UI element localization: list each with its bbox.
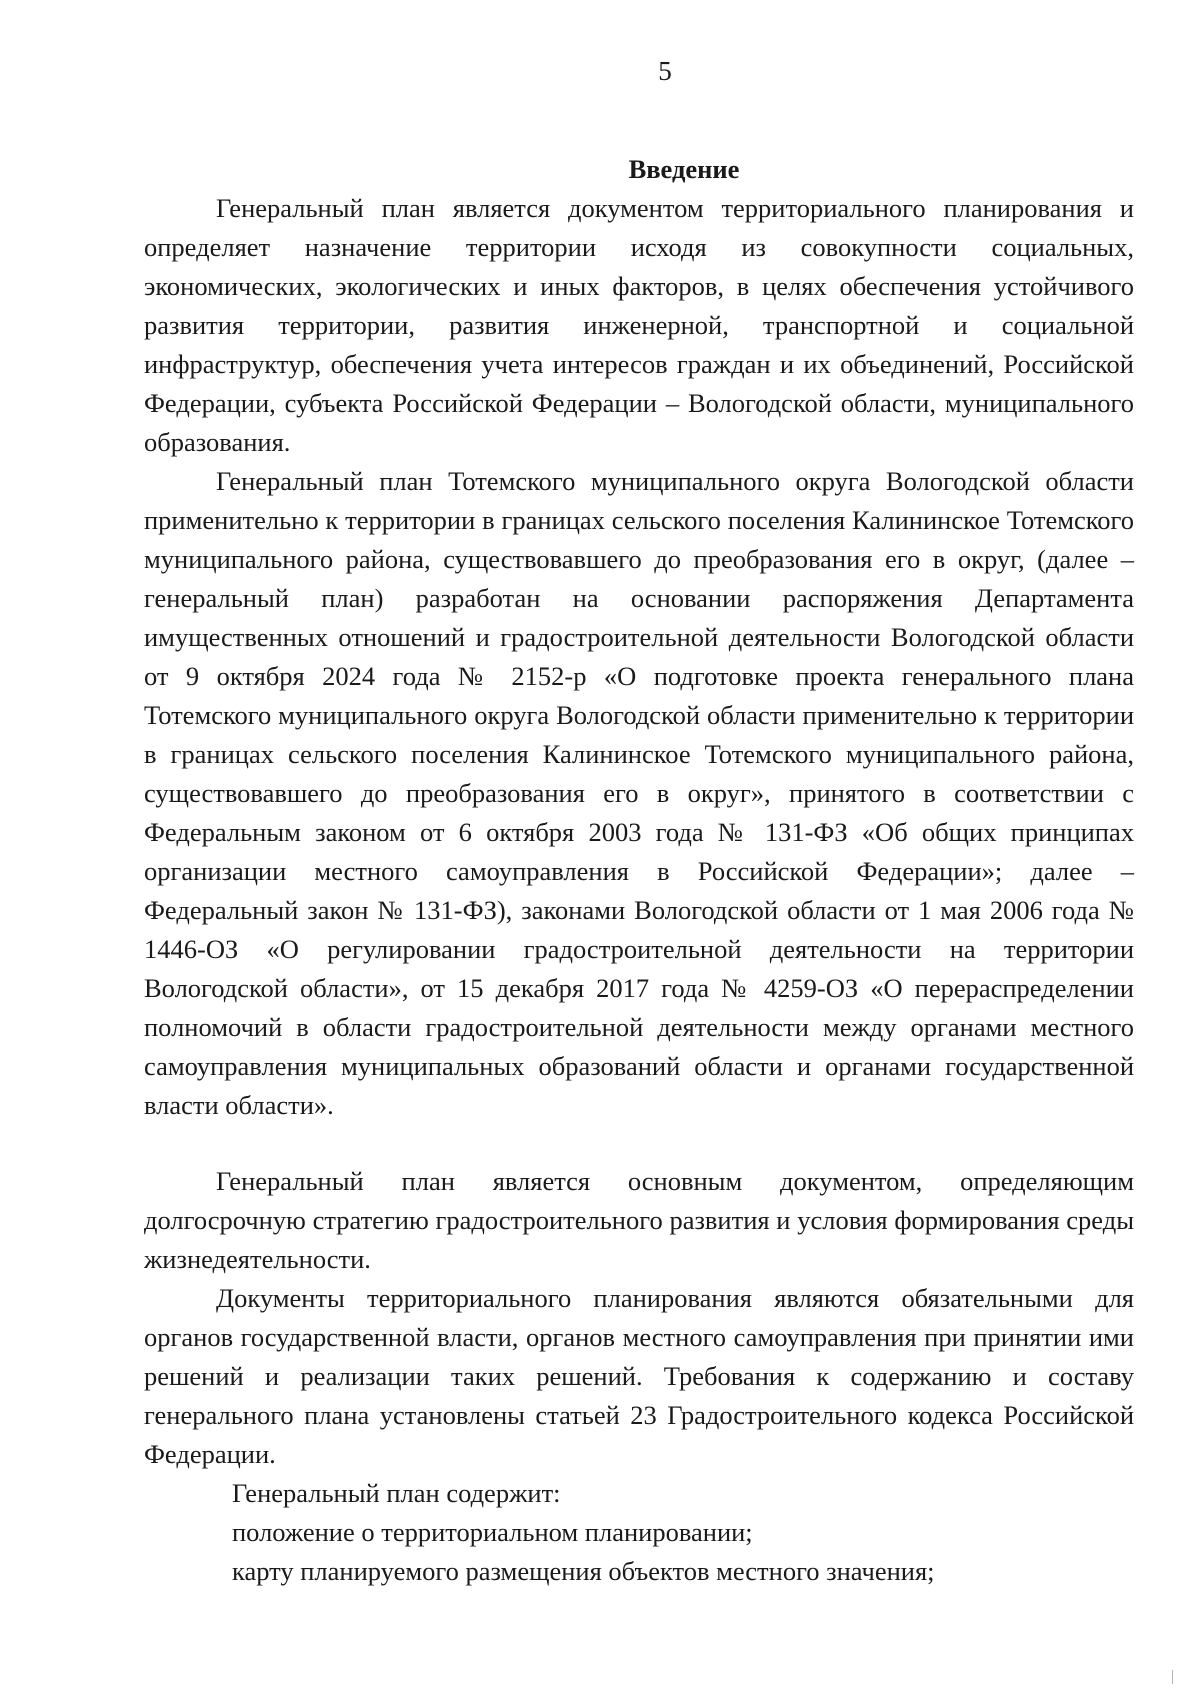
page-number: 5 (658, 56, 672, 86)
paragraph-1: Генеральный план является документом территориального планирования и определяет назначение территории исходя из совокупности социальных, экономических, экологических и иных факторов, в целях обеспечения устойчивого развития территории, развития инженерной, транспортной и социальной инфраструктур, обеспечения учета интересов граждан и их объединений, Российской Федерации, субъекта Российской Федерации – Вологодской области, муниципального образования. (144, 193, 1134, 457)
paragraph-3: Генеральный план является основным документом, определяющим долгосрочную стратегию градостроительного развития и условия формирования среды жизнедеятельности. (144, 1166, 1134, 1274)
list-item: карту планируемого размещения объектов местного значения; (232, 1556, 935, 1586)
scan-mark (1172, 1670, 1173, 1684)
paragraph-2: Генеральный план Тотемского муниципального округа Вологодской области применительно к территории в границах сельского поселения Калининское Тотемского муниципального района, существовавшего до преобразования его в округ, (далее – генеральный план) разработан на основании распоряжения Департамента имущественных отношений и градостроительной деятельности Вологодской области от 9 октября 2024 года № 2152-р «О подготовке проекта генерального плана Тотемского муниципального округа Вологодской области применительно к территории в границах сельского поселения Калининское Тотемского муниципального района, существовавшего до преобразования его в округ», принятого в соответствии с Федеральным законом от 6 октября 2003 года № 131-ФЗ «Об общих принципах организации местного самоуправления в Российской Федерации»; далее – Федеральный закон № 131-ФЗ), законами Вологодской области от 1 мая 2006 года № 1446-ОЗ «О регулировании градостроительной деятельности на территории Вологодской области», от 15 декабря 2017 года № 4259-ОЗ «О перераспределении полномочий в области градостроительной деятельности между органами местного самоуправления муниципальных образований области и органами государственной власти области». (144, 466, 1134, 1120)
list-item: положение о территориальном планировании; (232, 1517, 753, 1547)
list-intro: Генеральный план содержит: (232, 1478, 561, 1508)
paragraph-4: Документы территориального планирования являются обязательными для органов государственной власти, органов местного самоуправления при принятии ими решений и реализации таких решений. Требования к содержанию и составу генерального плана установлены статьей 23 Градостроительного кодекса Российской Федерации. (144, 1283, 1134, 1469)
document-body (144, 150, 1134, 1591)
section-heading: Введение (628, 154, 740, 184)
